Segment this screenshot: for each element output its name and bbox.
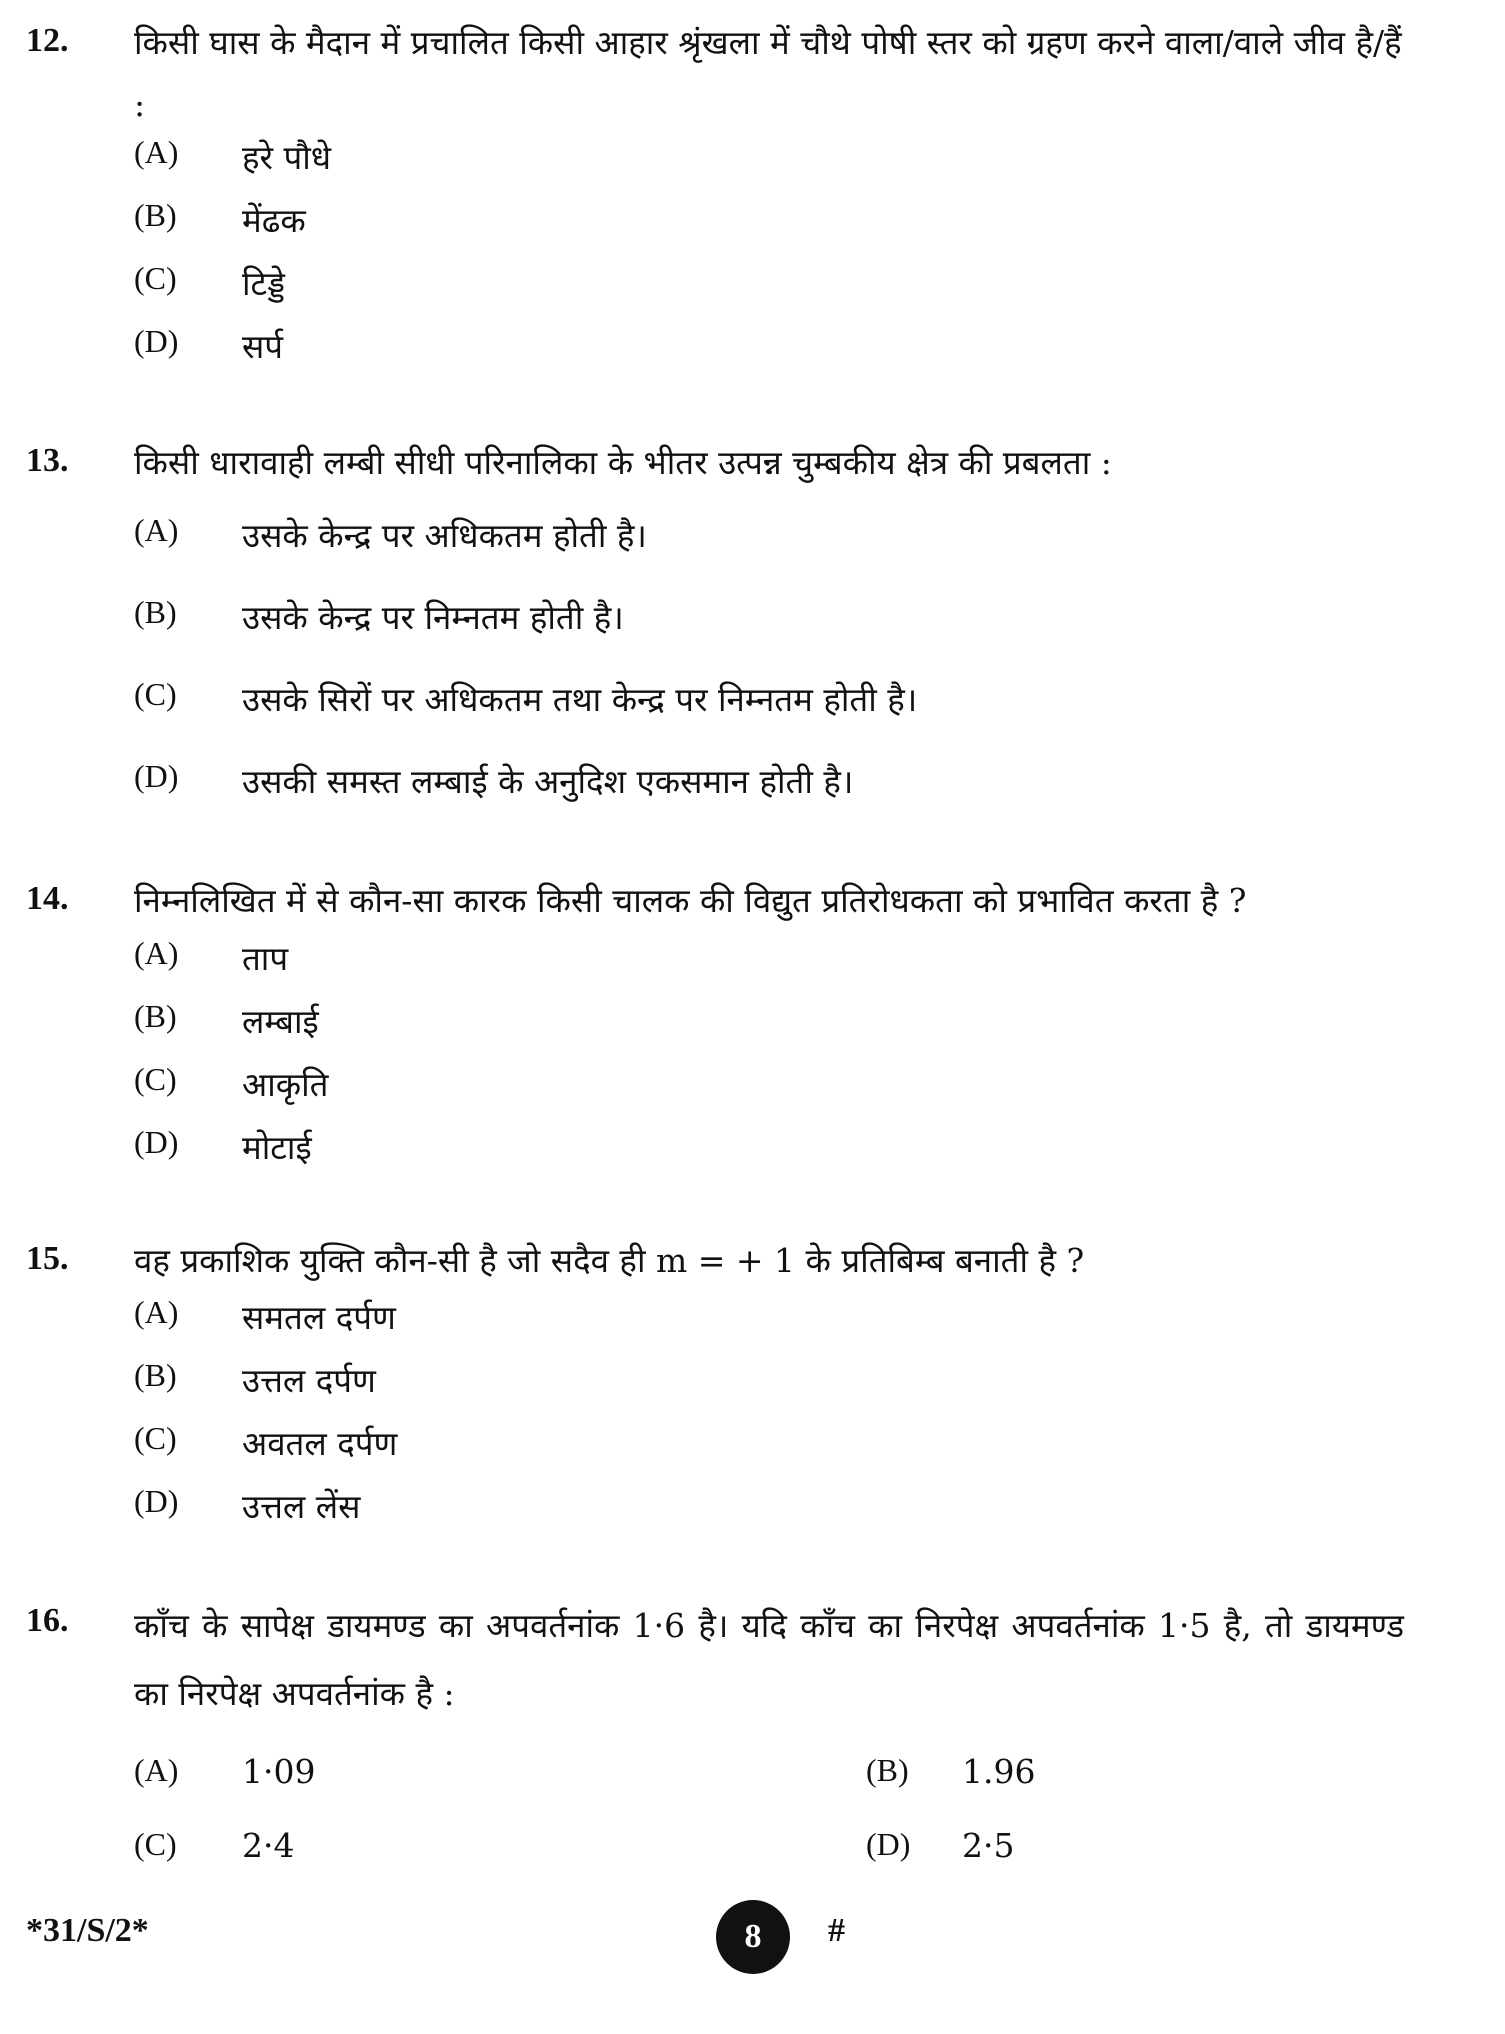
option-text: मेंढक: [242, 201, 306, 240]
question-text: किसी घास के मैदान में प्रचालित किसी आहार श्रृंखला में चौथे पोषी स्तर को ग्रहण करने वाला/वाले जीव है/हैं :: [134, 23, 1402, 124]
option-text: अवतल दर्पण: [242, 1424, 398, 1463]
question-number: 16.: [26, 1602, 69, 1639]
option-text: ताप: [242, 939, 289, 978]
option-text: टिड्डे: [242, 264, 286, 303]
option-text: उत्तल लेंस: [242, 1487, 361, 1526]
option-label: (A): [134, 512, 179, 548]
option-label: (B): [866, 1752, 909, 1788]
question-number: 14.: [26, 880, 69, 917]
option-label: (A): [134, 935, 179, 971]
option-label: (C): [134, 1826, 177, 1862]
option-text: उसके सिरों पर अधिकतम तथा केन्द्र पर निम्नतम होती है।: [242, 680, 918, 719]
option-text: 2·4: [242, 1826, 295, 1865]
option-label: (B): [134, 1357, 177, 1393]
option-text: हरे पौधे: [242, 138, 332, 177]
option-label: (D): [134, 758, 179, 794]
option-label: (B): [134, 197, 177, 233]
option-label: (D): [134, 1483, 179, 1519]
option-label: (B): [134, 594, 177, 630]
option-text: उसके केन्द्र पर निम्नतम होती है।: [242, 598, 624, 637]
question-text: काँच के सापेक्ष डायमण्ड का अपवर्तनांक 1·6 है। यदि काँच का निरपेक्ष अपवर्तनांक 1·5 है, तो डायमण्ड का निरपेक्ष अपवर्तनांक है :: [134, 1606, 1404, 1713]
question-text: वह प्रकाशिक युक्ति कौन-सी है जो सदैव ही m = + 1 के प्रतिबिम्ब बनाती है ?: [134, 1241, 1085, 1280]
option-text: समतल दर्पण: [242, 1298, 396, 1337]
option-label: (B): [134, 998, 177, 1034]
question-number: 12.: [26, 22, 69, 59]
option-text: मोटाई: [242, 1128, 312, 1167]
option-label: (A): [134, 134, 179, 170]
option-label: (D): [134, 323, 179, 359]
option-text: सर्प: [242, 327, 284, 366]
option-text: उसकी समस्त लम्बाई के अनुदिश एकसमान होती है।: [242, 762, 854, 801]
option-label: (A): [134, 1752, 179, 1788]
option-label: (C): [134, 1061, 177, 1097]
question-number: 15.: [26, 1240, 69, 1277]
option-text: 1.96: [962, 1752, 1036, 1791]
option-text: 2·5: [962, 1826, 1015, 1865]
option-label: (A): [134, 1294, 179, 1330]
hash-mark: #: [828, 1912, 845, 1949]
option-text: उत्तल दर्पण: [242, 1361, 376, 1400]
question-text: किसी धारावाही लम्बी सीधी परिनालिका के भीतर उत्पन्न चुम्बकीय क्षेत्र की प्रबलता :: [134, 443, 1112, 482]
option-label: (C): [134, 260, 177, 296]
option-label: (C): [134, 1420, 177, 1456]
option-label: (C): [134, 676, 177, 712]
page-number: 8: [716, 1900, 790, 1974]
option-text: लम्बाई: [242, 1002, 319, 1041]
question-text: निम्नलिखित में से कौन-सा कारक किसी चालक की विद्युत प्रतिरोधकता को प्रभावित करता है ?: [134, 881, 1247, 920]
option-text: आकृति: [242, 1065, 329, 1104]
option-label: (D): [134, 1124, 179, 1160]
option-text: उसके केन्द्र पर अधिकतम होती है।: [242, 516, 647, 555]
paper-code: *31/S/2*: [26, 1912, 149, 1949]
option-text: 1·09: [242, 1752, 316, 1791]
option-label: (D): [866, 1826, 911, 1862]
question-number: 13.: [26, 442, 69, 479]
